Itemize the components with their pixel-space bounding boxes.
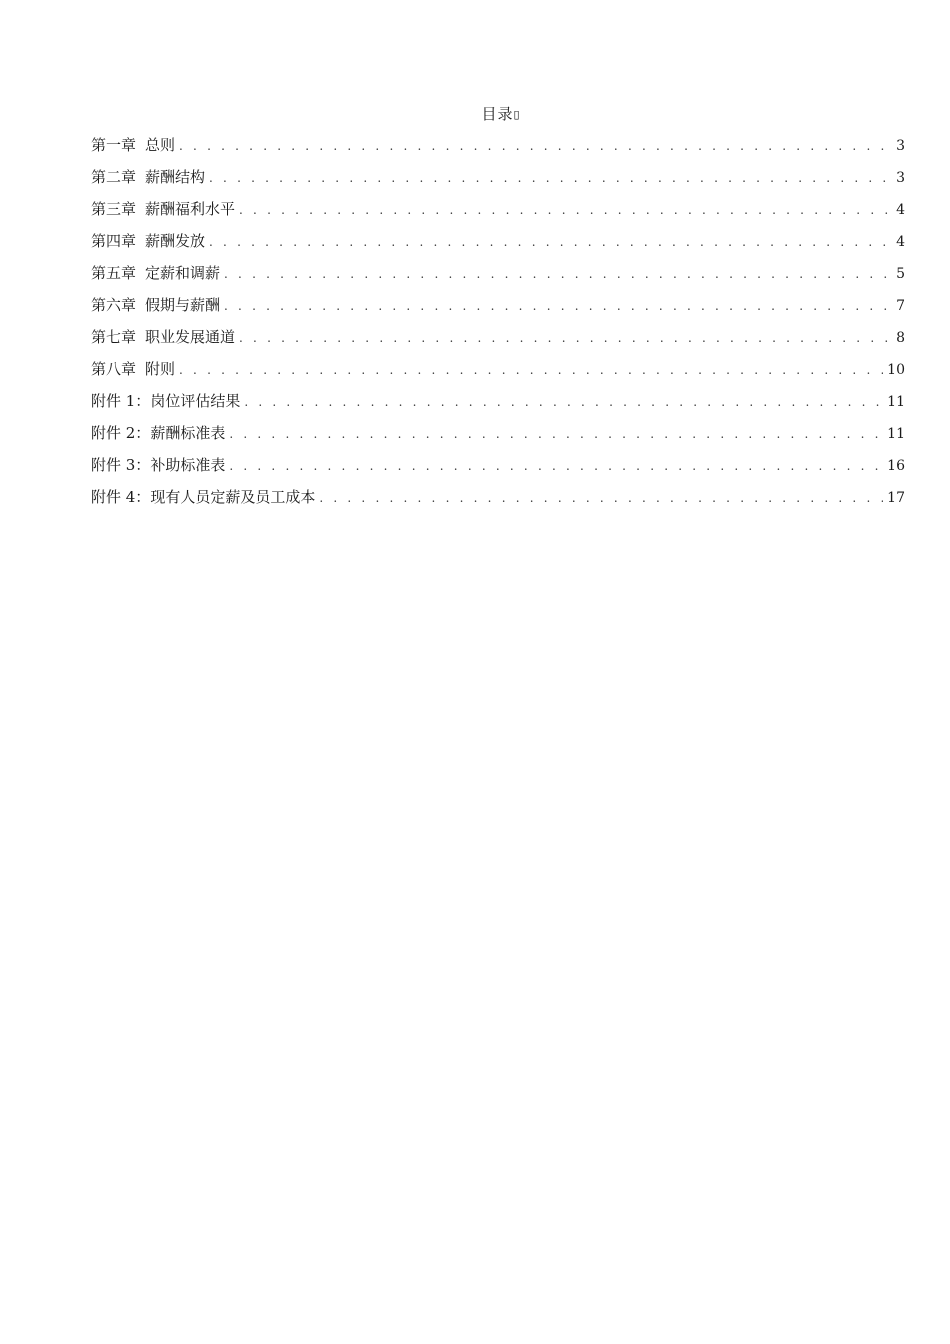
toc-chapter-title: 假期与薪酬	[145, 296, 221, 314]
toc-appendix-title: 薪酬标准表	[150, 424, 226, 442]
toc-appendix-title: 补助标准表	[150, 456, 226, 474]
toc-entry-label	[91, 262, 220, 283]
toc-entry-1[interactable]	[91, 134, 905, 166]
toc-page-number: 7	[896, 298, 905, 314]
toc-chapter-title: 薪酬发放	[145, 232, 206, 250]
missing-glyph-icon: ▯	[513, 108, 521, 121]
toc-page-number: 10	[887, 362, 905, 378]
toc-appendix-number: 附件 4：	[91, 488, 151, 506]
toc-chapter-number: 第八章	[91, 360, 137, 378]
toc-leader-dots	[319, 491, 883, 505]
toc-entry-5[interactable]	[91, 262, 905, 294]
toc-leader-dots	[224, 267, 889, 281]
toc-chapter-number: 第五章	[91, 264, 137, 282]
table-of-contents	[91, 134, 905, 518]
toc-chapter-number: 第七章	[91, 328, 137, 346]
toc-entry-10[interactable]	[91, 422, 905, 454]
toc-entry-label	[91, 326, 235, 347]
toc-chapter-title: 附则	[145, 360, 176, 378]
toc-chapter-title: 薪酬福利水平	[145, 200, 236, 218]
toc-leader-dots	[179, 139, 889, 153]
toc-page-number: 5	[896, 266, 905, 282]
toc-page-number: 8	[896, 330, 905, 346]
toc-entry-label	[91, 390, 240, 411]
toc-chapter-title: 职业发展通道	[145, 328, 236, 346]
toc-chapter-number: 第三章	[91, 200, 137, 218]
toc-entry-4[interactable]	[91, 230, 905, 262]
toc-page-number: 3	[896, 138, 905, 154]
toc-appendix-number: 附件 2：	[91, 424, 151, 442]
toc-entry-3[interactable]	[91, 198, 905, 230]
toc-page-number: 4	[896, 234, 905, 250]
toc-leader-dots	[209, 171, 889, 185]
toc-entry-label	[91, 198, 235, 219]
toc-leader-dots	[239, 203, 889, 217]
toc-page-number: 4	[896, 202, 905, 218]
toc-chapter-title: 定薪和调薪	[145, 264, 221, 282]
toc-page-number: 11	[887, 426, 905, 442]
toc-entry-7[interactable]	[91, 326, 905, 358]
toc-entry-label	[91, 486, 315, 507]
toc-entry-2[interactable]	[91, 166, 905, 198]
toc-entry-label	[91, 134, 175, 155]
toc-chapter-number: 第六章	[91, 296, 137, 314]
toc-leader-dots	[229, 459, 883, 473]
toc-leader-dots	[244, 395, 883, 409]
toc-leader-dots	[179, 363, 883, 377]
toc-page-number: 16	[887, 458, 905, 474]
toc-heading	[0, 103, 950, 124]
toc-chapter-number: 第四章	[91, 232, 137, 250]
toc-entry-9[interactable]	[91, 390, 905, 422]
toc-entry-label	[91, 358, 175, 379]
toc-entry-label	[91, 230, 205, 251]
toc-entry-11[interactable]	[91, 454, 905, 486]
toc-leader-dots	[229, 427, 883, 441]
toc-leader-dots	[209, 235, 889, 249]
toc-appendix-number: 附件 1：	[91, 392, 151, 410]
toc-entry-12[interactable]	[91, 486, 905, 518]
toc-chapter-title: 薪酬结构	[145, 168, 206, 186]
toc-entry-label	[91, 454, 225, 475]
toc-entry-label	[91, 422, 225, 443]
toc-appendix-number: 附件 3：	[91, 456, 151, 474]
toc-entry-label	[91, 294, 220, 315]
toc-entry-label	[91, 166, 205, 187]
toc-chapter-number: 第二章	[91, 168, 137, 186]
toc-leader-dots	[239, 331, 889, 345]
toc-appendix-title: 现有人员定薪及员工成本	[150, 488, 316, 506]
toc-entry-8[interactable]	[91, 358, 905, 390]
toc-heading-text: 目录	[481, 105, 514, 123]
toc-leader-dots	[224, 299, 889, 313]
toc-appendix-title: 岗位评估结果	[150, 392, 241, 410]
toc-chapter-number: 第一章	[91, 136, 137, 154]
toc-page-number: 17	[887, 490, 905, 506]
toc-page-number: 11	[887, 394, 905, 410]
toc-chapter-title: 总则	[145, 136, 176, 154]
toc-page-number: 3	[896, 170, 905, 186]
toc-entry-6[interactable]	[91, 294, 905, 326]
